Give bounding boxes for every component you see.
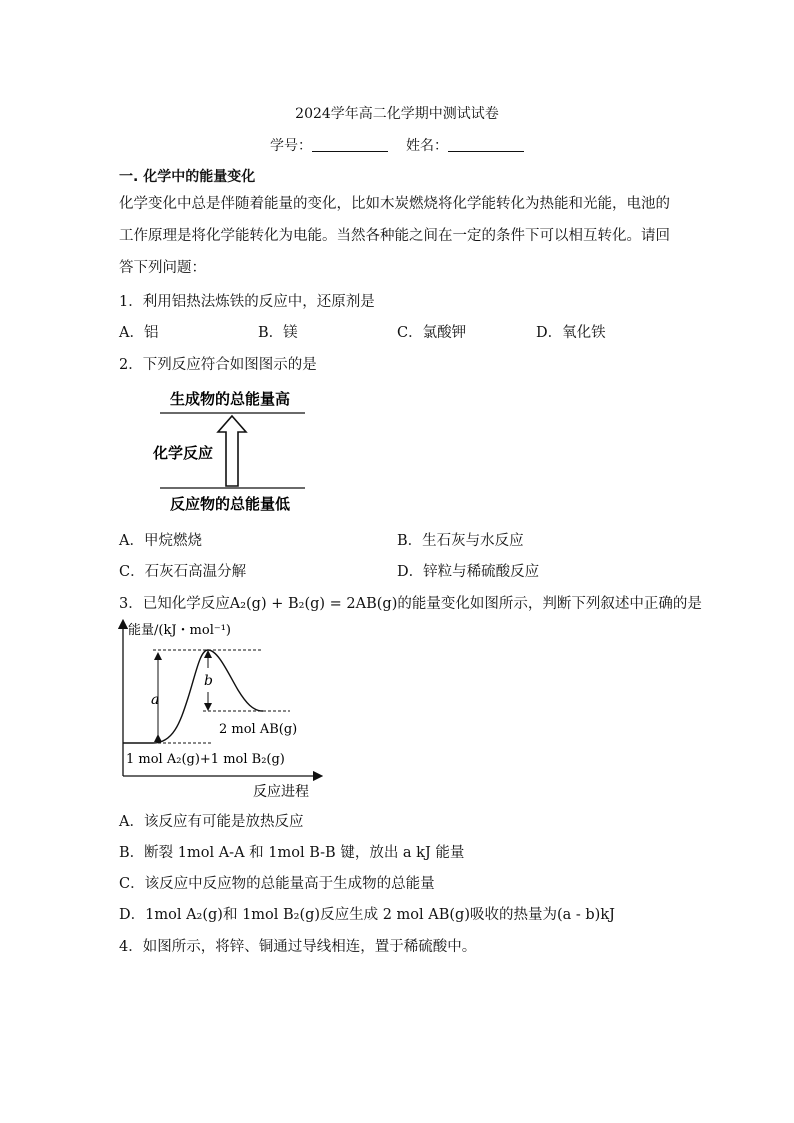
- student-number-label: 学号：: [270, 138, 312, 154]
- q1-option-a[interactable]: A．铝: [119, 325, 159, 341]
- question-4-stem: 4．如图所示，将锌、铜通过导线相连，置于稀硫酸中。: [119, 939, 477, 955]
- q1-option-b[interactable]: B．镁: [258, 325, 298, 341]
- q2-option-c[interactable]: C．石灰石高温分解: [119, 564, 247, 580]
- student-name-blank[interactable]: [448, 137, 524, 152]
- question-1-stem: 1．利用铝热法炼铁的反应中，还原剂是: [119, 294, 375, 310]
- q3-option-d[interactable]: D．1mol A₂(g)和 1mol B₂(g)反应生成 2 mol AB(g)吸收的热量为(a - b)kJ: [119, 907, 615, 923]
- q3-option-b[interactable]: B．断裂 1mol A-A 和 1mol B-B 键，放出 a kJ 能量: [119, 845, 465, 861]
- q2-option-b[interactable]: B．生石灰与水反应: [397, 533, 524, 549]
- q1-option-d[interactable]: D．氧化铁: [536, 325, 606, 341]
- x-axis-label: 反应进程: [253, 784, 309, 800]
- q3-stem-suffix: 的能量变化如图所示，判断下列叙述中正确的是: [397, 596, 702, 612]
- page-title: 2024学年高二化学期中测试试卷: [295, 106, 499, 122]
- figure-side-label: 化学反应: [153, 444, 214, 462]
- question-2-stem: 2．下列反应符合如图图示的是: [119, 357, 317, 373]
- q2-option-a[interactable]: A．甲烷燃烧: [119, 533, 202, 549]
- product-label: 2 mol AB(g): [219, 722, 298, 737]
- q1-option-c[interactable]: C．氯酸钾: [397, 325, 467, 341]
- y-axis-label: 能量/(kJ・mol⁻¹): [128, 623, 231, 638]
- q3-equation: A₂(g) + B₂(g) = 2AB(g): [229, 596, 398, 612]
- label-b: b: [204, 673, 213, 689]
- q3-stem-prefix: 3．已知化学反应: [119, 596, 230, 612]
- q3-option-a[interactable]: A．该反应有可能是放热反应: [119, 814, 304, 830]
- student-info-line: [0, 135, 794, 155]
- label-a: a: [151, 692, 160, 708]
- reaction-energy-diagram: [118, 618, 328, 803]
- intro-paragraph: 化学变化中总是伴随着能量的变化，比如木炭燃烧将化学能转化为热能和光能，电池的工作原理是将化学能转化为电能。当然各种能之间在一定的条件下可以相互转化。请回答下列问题：: [119, 196, 670, 276]
- figure-bottom-label: 反应物的总能量低: [169, 495, 291, 513]
- student-number-blank[interactable]: [312, 137, 388, 152]
- question-3-stem: [119, 592, 702, 613]
- figure-top-label: 生成物的总能量高: [169, 390, 291, 408]
- reactant-label: 1 mol A₂(g)+1 mol B₂(g): [126, 752, 285, 767]
- section-heading: 一. 化学中的能量变化: [119, 169, 256, 185]
- q3-option-c[interactable]: C．该反应中反应物的总能量高于生成物的总能量: [119, 876, 435, 892]
- energy-level-figure: [145, 384, 315, 519]
- up-arrow-icon: [218, 416, 246, 486]
- q2-option-d[interactable]: D．锌粒与稀硫酸反应: [397, 564, 540, 580]
- student-name-label: 姓名：: [406, 138, 448, 154]
